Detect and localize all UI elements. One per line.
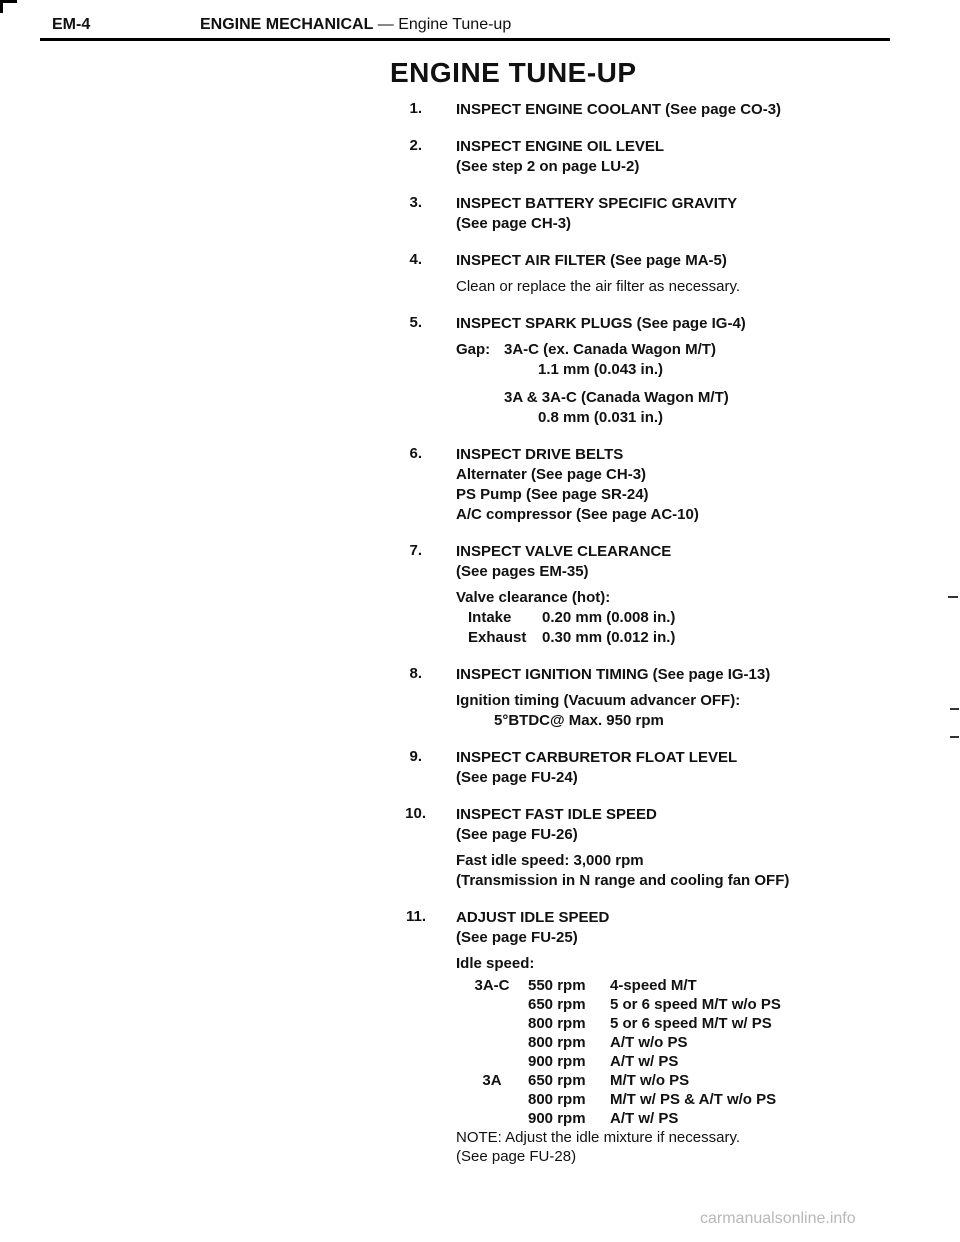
step-heading: INSPECT VALVE CLEARANCE <box>456 543 672 560</box>
step-number: 10. <box>405 805 426 822</box>
step-reference: (See pages EM-35) <box>456 563 589 580</box>
step-number: 4. <box>409 251 422 268</box>
idle-model: 3A-C <box>474 977 510 994</box>
step-reference: (See page CH-3) <box>456 215 572 232</box>
intake-value: 0.20 mm (0.008 in.) <box>542 609 676 626</box>
scan-speck <box>950 736 959 738</box>
steps-list <box>360 100 880 1183</box>
step-note: Clean or replace the air filter as necessary. <box>456 278 741 295</box>
step-4 <box>360 251 880 297</box>
exhaust-label: Exhaust <box>468 629 527 646</box>
idle-model <box>456 995 528 1014</box>
idle-condition: A/T w/o PS <box>610 1034 688 1051</box>
step-reference: (See page FU-26) <box>456 826 578 843</box>
idle-rpm: 550 rpm <box>528 977 586 994</box>
step-heading: INSPECT SPARK PLUGS (See page IG-4) <box>456 315 746 332</box>
step-10 <box>360 805 880 891</box>
gap-row-a <box>456 340 880 360</box>
step-number: 9. <box>409 748 422 765</box>
idle-speed-table <box>456 976 880 1128</box>
gap-label: Gap: <box>456 341 491 358</box>
table-row <box>456 976 880 995</box>
step-heading: INSPECT ENGINE COOLANT (See page CO-3) <box>456 101 782 118</box>
step-heading: INSPECT CARBURETOR FLOAT LEVEL <box>456 749 738 766</box>
drive-belt-ps-pump: PS Pump (See page SR-24) <box>456 486 649 503</box>
spec-label: Fast idle speed: 3,000 rpm <box>456 852 644 869</box>
ignition-timing-spec <box>456 691 880 731</box>
idle-model <box>456 1052 528 1071</box>
idle-rpm: 800 rpm <box>528 1091 586 1108</box>
drive-belt-ac-compressor: A/C compressor (See page AC-10) <box>456 506 699 523</box>
idle-model <box>456 1090 528 1109</box>
idle-model <box>456 1033 528 1052</box>
table-row <box>456 1071 880 1090</box>
step-number: 8. <box>409 665 422 682</box>
idle-condition: 4-speed M/T <box>610 977 697 994</box>
step-7 <box>360 542 880 648</box>
table-row <box>456 1033 880 1052</box>
step-heading: INSPECT ENGINE OIL LEVEL <box>456 138 665 155</box>
intake-label: Intake <box>468 609 512 626</box>
gap-b-condition: 3A & 3A-C (Canada Wagon M/T) <box>504 389 729 406</box>
idle-rpm: 900 rpm <box>528 1110 586 1127</box>
idle-rpm: 900 rpm <box>528 1053 586 1070</box>
page-id: EM-4 <box>52 16 91 33</box>
section-title: ENGINE MECHANICAL — Engine Tune-up <box>200 16 512 33</box>
step-reference: (See page FU-24) <box>456 769 578 786</box>
step-8 <box>360 665 880 731</box>
step-number: 5. <box>409 314 422 331</box>
spec-label: Idle speed: <box>456 955 535 972</box>
idle-rpm: 650 rpm <box>528 996 586 1013</box>
step-5 <box>360 314 880 428</box>
step-heading: INSPECT DRIVE BELTS <box>456 446 624 463</box>
drive-belt-alternator: Alternater (See page CH-3) <box>456 466 647 483</box>
footer-watermark: carmanualsonline.info <box>700 1210 856 1227</box>
idle-condition: A/T w/ PS <box>610 1053 679 1070</box>
page-title: ENGINE TUNE-UP <box>390 57 637 88</box>
table-row <box>456 1090 880 1109</box>
spec-label: Valve clearance (hot): <box>456 589 611 606</box>
step-1 <box>360 100 880 120</box>
gap-spec <box>456 340 880 428</box>
idle-condition: M/T w/o PS <box>610 1072 690 1089</box>
idle-note-reference: (See page FU-28) <box>456 1148 577 1165</box>
spec-label: Ignition timing (Vacuum advancer OFF): <box>456 692 741 709</box>
idle-condition: A/T w/ PS <box>610 1110 679 1127</box>
step-number: 7. <box>409 542 422 559</box>
step-heading: ADJUST IDLE SPEED <box>456 909 610 926</box>
idle-rpm: 650 rpm <box>528 1072 586 1089</box>
step-heading: INSPECT AIR FILTER (See page MA-5) <box>456 252 727 269</box>
step-2 <box>360 137 880 177</box>
gap-a-condition: 3A-C (ex. Canada Wagon M/T) <box>504 341 716 358</box>
table-row <box>456 1014 880 1033</box>
idle-condition: M/T w/ PS & A/T w/o PS <box>610 1091 777 1108</box>
step-number: 6. <box>409 445 422 462</box>
gap-a-value: 1.1 mm (0.043 in.) <box>538 361 664 378</box>
step-3 <box>360 194 880 234</box>
step-number: 3. <box>409 194 422 211</box>
idle-rpm: 800 rpm <box>528 1015 586 1032</box>
exhaust-row <box>456 628 880 648</box>
scan-speck <box>950 708 959 710</box>
exhaust-value: 0.30 mm (0.012 in.) <box>542 629 676 646</box>
idle-model: 3A <box>482 1072 502 1089</box>
intake-row <box>456 608 880 628</box>
spec-value: 5°BTDC@ Max. 950 rpm <box>494 712 664 729</box>
table-row <box>456 1052 880 1071</box>
step-9 <box>360 748 880 788</box>
step-heading: INSPECT FAST IDLE SPEED <box>456 806 657 823</box>
step-heading: INSPECT IGNITION TIMING (See page IG-13) <box>456 666 771 683</box>
idle-condition: 5 or 6 speed M/T w/ PS <box>610 1015 772 1032</box>
idle-note: NOTE: Adjust the idle mixture if necessary. <box>456 1129 740 1146</box>
idle-speed-spec <box>456 954 880 1166</box>
valve-clearance-spec <box>456 588 880 648</box>
step-11 <box>360 908 880 1166</box>
table-row <box>456 995 880 1014</box>
step-heading: INSPECT BATTERY SPECIFIC GRAVITY <box>456 195 738 212</box>
fast-idle-spec <box>456 851 880 891</box>
step-reference: (See page FU-25) <box>456 929 578 946</box>
step-number: 1. <box>409 100 422 117</box>
idle-model <box>456 1109 528 1128</box>
idle-condition: 5 or 6 speed M/T w/o PS <box>610 996 781 1013</box>
scan-speck <box>948 596 958 598</box>
step-reference: (See step 2 on page LU-2) <box>456 158 640 175</box>
header-rule <box>40 38 890 41</box>
page-header <box>0 0 960 42</box>
step-6 <box>360 445 880 525</box>
gap-b-value: 0.8 mm (0.031 in.) <box>538 409 664 426</box>
idle-model <box>456 1014 528 1033</box>
idle-rpm: 800 rpm <box>528 1034 586 1051</box>
table-row <box>456 1109 880 1128</box>
step-number: 2. <box>409 137 422 154</box>
spec-value: (Transmission in N range and cooling fan OFF) <box>456 872 790 889</box>
step-number: 11. <box>405 908 426 925</box>
